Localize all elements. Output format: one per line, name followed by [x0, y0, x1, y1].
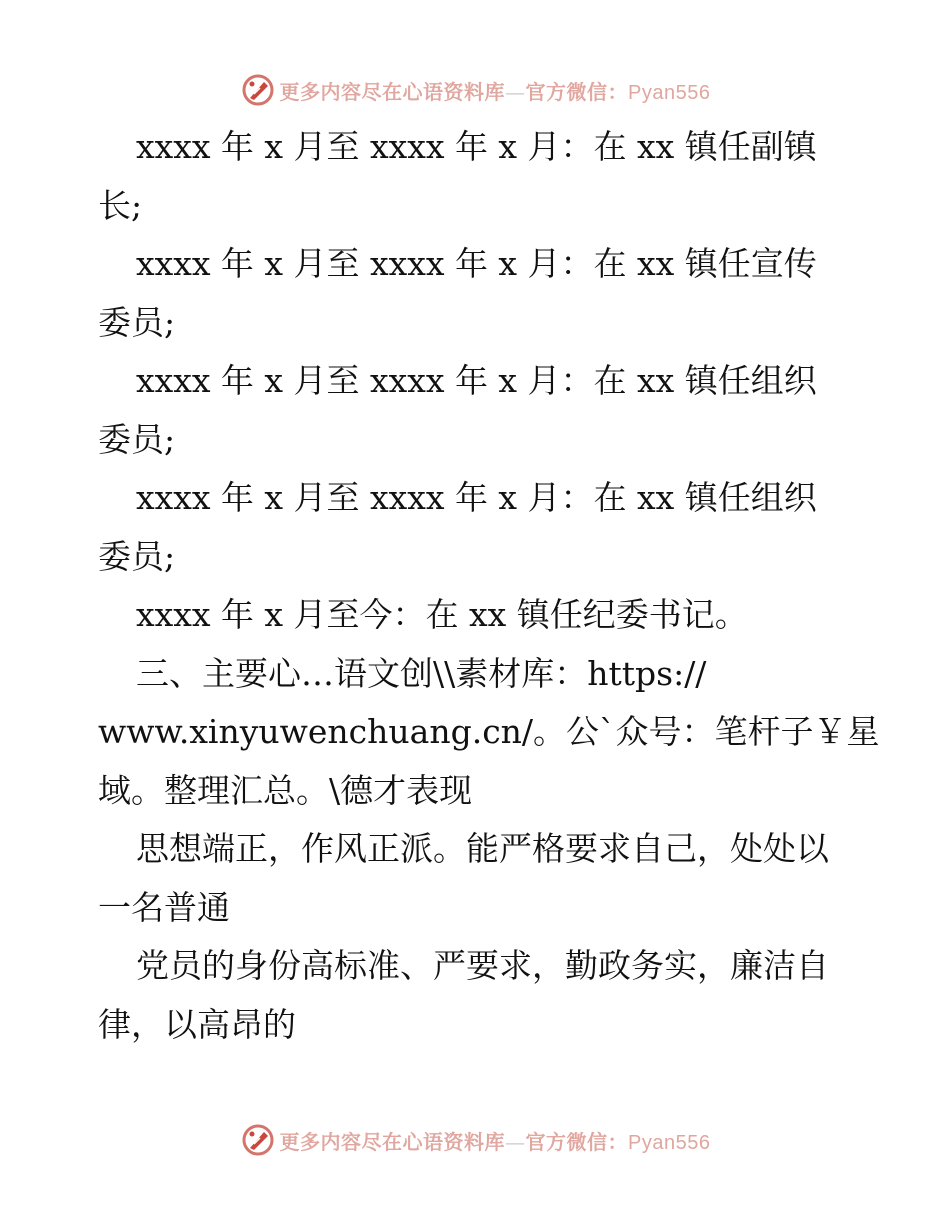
- text-line: 域。整理汇总。\德才表现: [98, 770, 473, 810]
- footer-banner: [0, 1120, 950, 1160]
- text-line: 一名普通: [98, 887, 230, 927]
- header-banner-wechat-id: Pyan556: [628, 81, 711, 104]
- footer-banner-separator: —: [505, 1129, 526, 1154]
- header-banner-wechat-label: 官方微信：: [525, 79, 629, 104]
- text-line: 长;: [98, 185, 143, 225]
- text-line: xxxx 年 x 月至 xxxx 年 x 月：在 xx 镇任宣传: [136, 244, 817, 283]
- text-line: 律，以高昂的: [98, 1004, 296, 1044]
- text-line: xxxx 年 x 月至今：在 xx 镇任纪委书记。: [136, 595, 748, 634]
- footer-banner-wechat-id: Pyan556: [628, 1131, 711, 1154]
- text-line: xxxx 年 x 月至 xxxx 年 x 月：在 xx 镇任组织: [136, 478, 817, 517]
- header-banner-separator: —: [505, 79, 526, 104]
- pen-nib-logo-icon: [240, 72, 276, 108]
- header-banner: [0, 70, 950, 110]
- text-line: 三、主要心…语文创\\素材库：https://: [136, 653, 707, 693]
- text-line: 委员;: [98, 302, 176, 342]
- text-line: 委员;: [98, 419, 176, 459]
- header-banner-title: 更多内容尽在心语资料库: [279, 79, 506, 104]
- text-line: 党员的身份高标准、严要求，勤政务实，廉洁自: [136, 946, 829, 985]
- text-line: xxxx 年 x 月至 xxxx 年 x 月：在 xx 镇任副镇: [136, 127, 817, 166]
- footer-banner-text: [280, 1126, 711, 1155]
- text-line: www.xinyuwenchuang.cn/。公`众号：笔杆子￥星: [98, 712, 880, 751]
- header-banner-text: [280, 76, 711, 105]
- document-body: [98, 118, 880, 1054]
- footer-banner-wechat-label: 官方微信：: [525, 1129, 629, 1154]
- text-line: 委员;: [98, 536, 176, 576]
- pen-nib-logo-icon: [240, 1122, 276, 1158]
- text-line: 思想端正，作风正派。能严格要求自己，处处以: [136, 829, 829, 868]
- footer-banner-title: 更多内容尽在心语资料库: [279, 1129, 506, 1154]
- text-line: xxxx 年 x 月至 xxxx 年 x 月：在 xx 镇任组织: [136, 361, 817, 400]
